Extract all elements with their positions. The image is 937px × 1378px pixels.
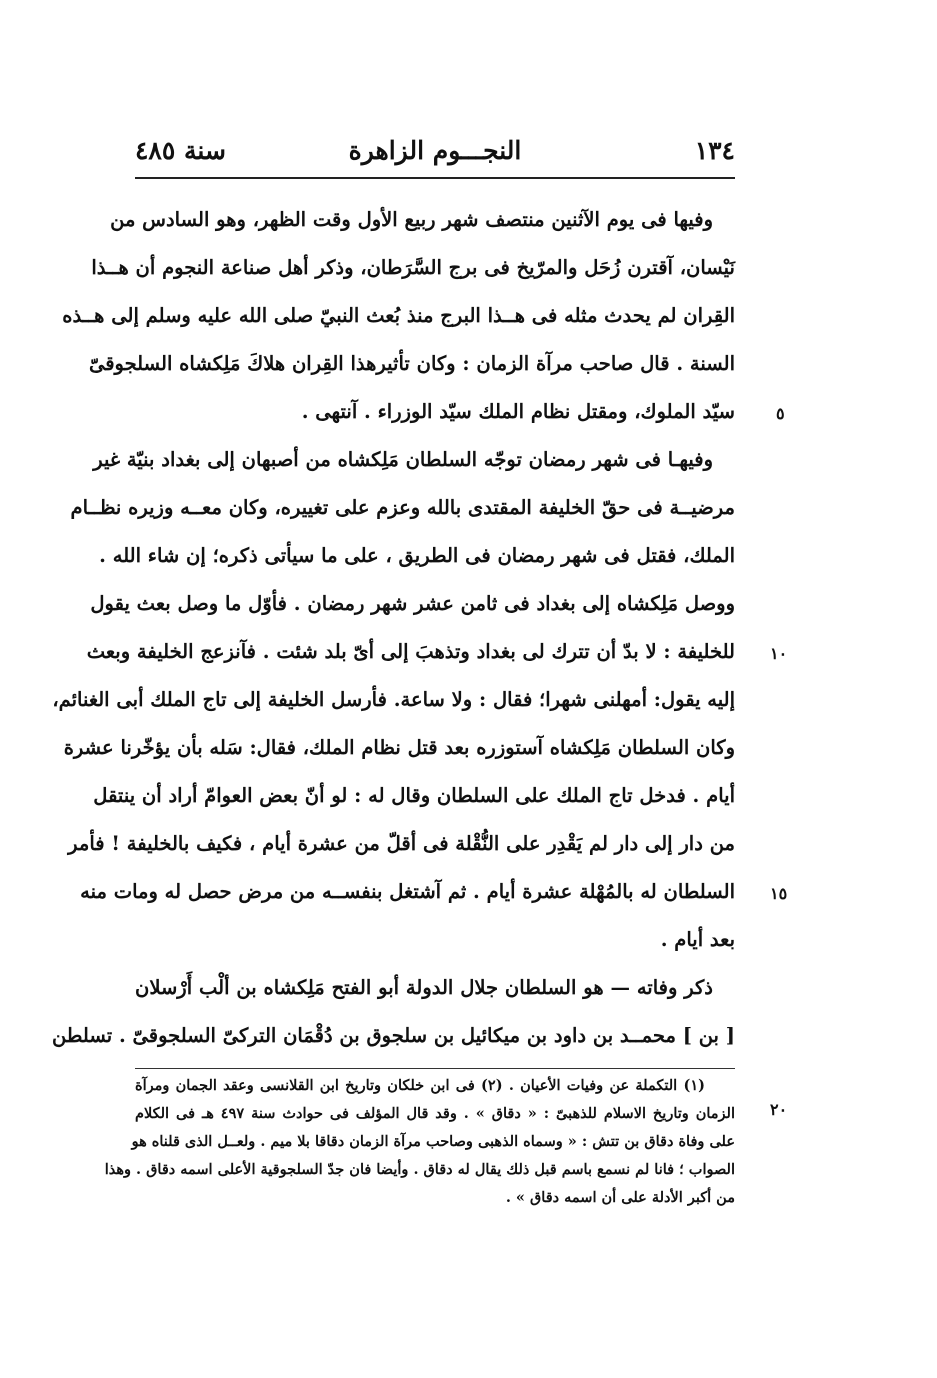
footnote-line: على وفاة دقاق بن تتش : « وسماه الذهبى وصاحب مرآة الزمان دقاقا بلا ميم . ولعــل الذى قلناه هو <box>131 1133 735 1150</box>
footnote-line: من أكبر الأدلة على أن اسمه دقاق » . <box>505 1189 735 1206</box>
text-line: إليه يقول: أمهلنى شهرا؛ فقال : ولا ساعة. فأرسل الخليفة إلى تاج الملك أبى الغنائم، <box>52 688 735 711</box>
footnote-line: (١) التكملة عن وفيات الأعيان . (٢) فى ابن خلكان وتاريخ ابن القلانسى وعقد الجمان ومرآة <box>135 1077 705 1094</box>
text-line: بعد أيام . <box>660 928 735 951</box>
text-line: الملك، فقتل فى شهر رمضان فى الطريق ، على ما سيأتى ذكره؛ إن شاء الله . <box>99 544 735 567</box>
text-line: وفيها فى يوم الآثنين منتصف شهر ربيع الأول وقت الظهر، وهو السادس من <box>110 208 713 231</box>
page-number: ١٣٤ <box>694 136 735 165</box>
text-line: السلطان له بالمُهْلة عشرة أيام . ثم آشتغل بنفســه من مرض حصل له ومات منه <box>80 880 735 903</box>
text-line: نَيْسان، آقترن زُحَل والمرّيخ فى برج السَّرَطان، وذكر أهل صناعة النجوم أن هــذا <box>91 256 735 279</box>
text-line: وفيهـا فى شهر رمضان توجّه السلطان مَلِكشاه من أصبهان إلى بغداد بنيّة غير <box>93 448 713 471</box>
running-title: النجـــوم الزاهرة <box>348 136 522 165</box>
line-number-margin: ١٠ <box>770 644 788 663</box>
footnote-line: الصواب ؛ فانا لم نسمع باسم قبل ذلك يقال له دقاق . وأيضا فان جدّ السلجوقية الأعلى اسمه دقاق . وهذا <box>104 1161 735 1178</box>
text-line: [ بن ] محمــد بن داود بن ميكائيل بن سلجوق بن دُقْمَان التركىّ السلجوقىّ . تسلطن <box>52 1024 735 1047</box>
header-rule <box>135 177 735 179</box>
text-line: القِران لم يحدث مثله فى هــذا البرج منذ بُعث النبيّ صلى الله عليه وسلم إلى هــذه <box>62 304 735 327</box>
footnote-line: الزمان وتاريخ الاسلام للذهبىّ : « دقاق » . وقد قال المؤلف فى حوادث سنة ٤٩٧ هـ فى الكلام <box>135 1105 735 1122</box>
text-line: السنة . قال صاحب مرآة الزمان : وكان تأثيرهذا القِران هلاكَ مَلِكشاه السلجوقىّ <box>88 352 735 375</box>
text-line: ووصل مَلِكشاه إلى بغداد فى ثامن عشر شهر رمضان . فأوّل ما وصل بعث يقول <box>90 592 735 615</box>
main-text <box>52 196 735 1060</box>
text-line: مرضيــة فى حقّ الخليفة المقتدى بالله وعزم على تغييره، وكان معــه وزيره نظــام <box>70 496 735 519</box>
footnote-separator <box>135 1068 735 1069</box>
year-heading: سنة ٤٨٥ <box>135 136 226 165</box>
page-header <box>135 132 735 174</box>
text-line: وكان السلطان مَلِكشاه آستوزره بعد قتل نظام الملك، فقال: سَله بأن يؤخّرنا عشرة <box>63 736 735 759</box>
footnotes <box>104 1072 735 1212</box>
line-number-margin: ٢٠ <box>770 1100 788 1119</box>
text-line: أيام . فدخل تاج الملك على السلطان وقال له : لو أنّ بعض العوامّ أراد أن ينتقل <box>93 784 735 807</box>
text-line: للخليفة : لا بدّ أن تترك لى بغداد وتذهبَ إلى أىّ بلد شئت . فآنزعج الخليفة وبعث <box>86 640 735 663</box>
line-number-margin: ٥ <box>776 404 785 423</box>
text-line: سيّد الملوك، ومقتل نظام الملك سيّد الوزراء . آنتهى . <box>301 400 735 423</box>
section-heading-line: ذكر وفاته — هو السلطان جلال الدولة أبو الفتح مَلِكشاه بن ألْب أَرْسلان <box>135 976 713 999</box>
line-number-margin: ١٥ <box>770 884 788 903</box>
text-line: من دار إلى دار لم يَقْدِر على النُّقْلة فى أقلّ من عشرة أيام ، فكيف بالخليفة ! فأمر <box>68 832 735 855</box>
